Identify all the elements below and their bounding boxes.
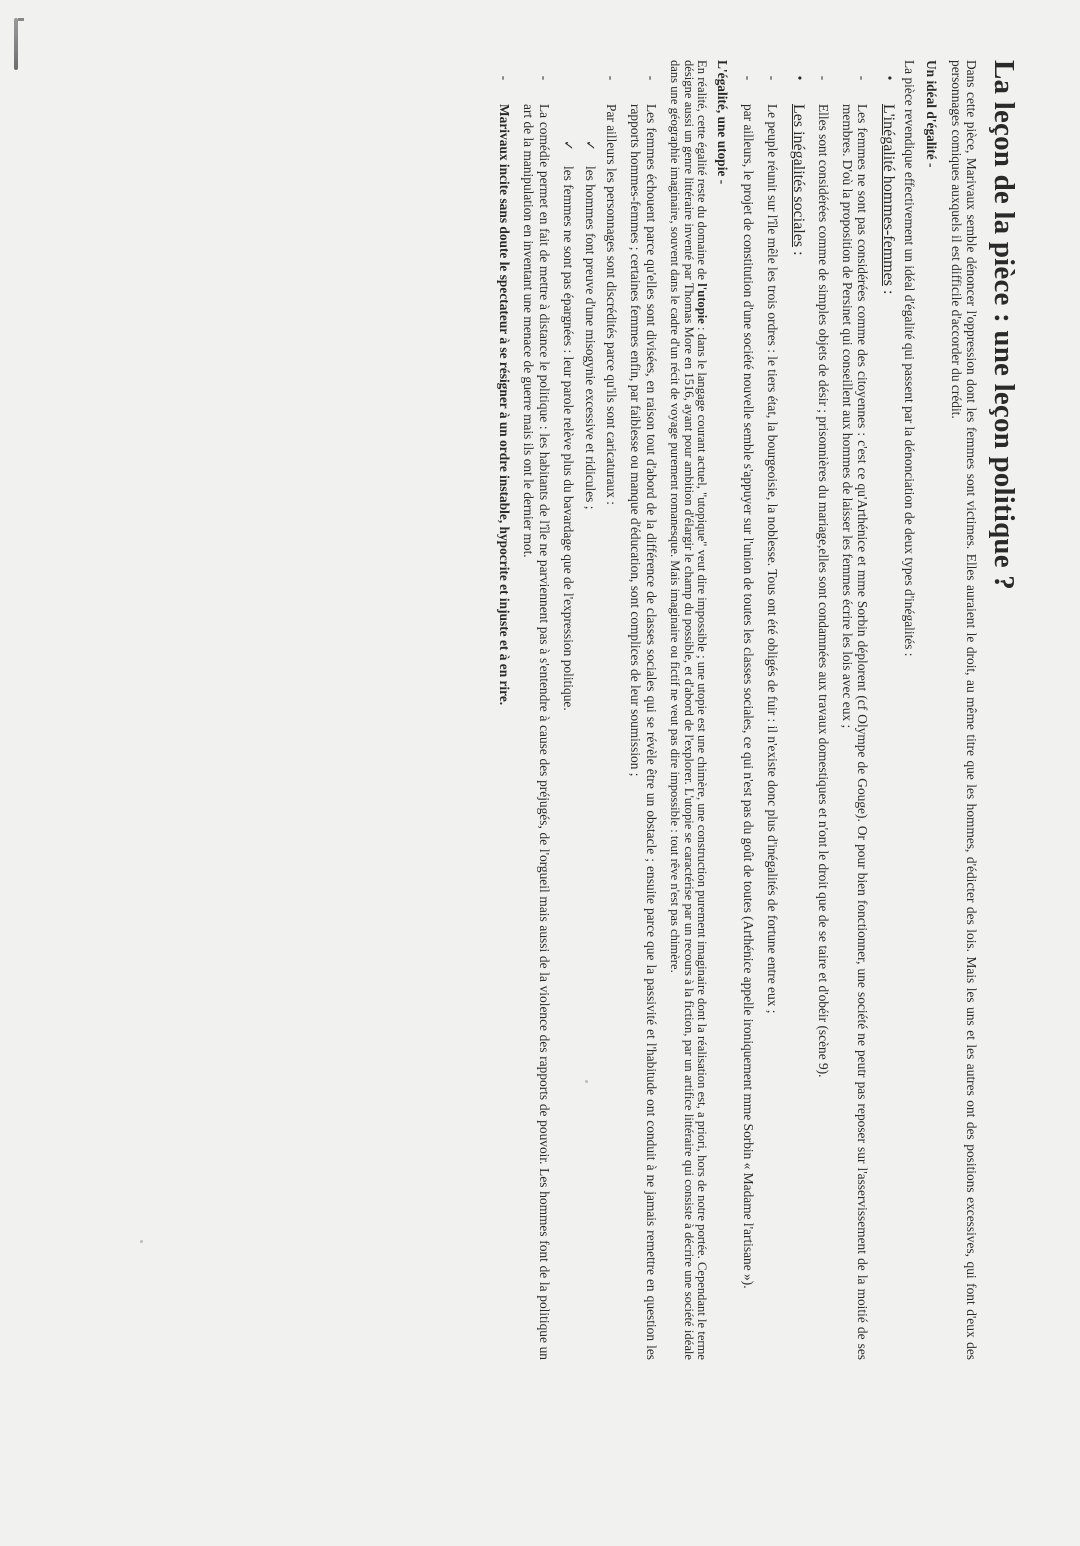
list-item	[561, 60, 620, 1360]
check-item	[561, 60, 576, 1360]
list-item-text: par ailleurs, le projet de constitution d'une société nouvelle semble s'appuyer sur l'union de toutes les classes sociales, ce qui n'est pas du goût de toutes (Arthénice appelle ironiquement mme Sorbin « Madame l'artisane »).	[740, 104, 756, 1289]
section2-list	[497, 60, 659, 1360]
subheading-label: Les inégalités sociales	[789, 104, 807, 248]
bullet-dash: -	[643, 75, 659, 81]
checkmark-icon	[561, 140, 576, 151]
bullet-dash: -	[764, 75, 780, 81]
utopia-paragraph	[668, 60, 709, 1360]
list-item-text: La comédie permet en fait de mettre à distance le politique : les habitants de l'île ne parviennent pas à s'entendre à cause des préjugés, de l'orgueil mais aussi de la violence des rapports de pouvoir. Les hommes font de la politique un art de la manipulation en inventant une menace de guerre mais ils ont le dernier mot.	[521, 104, 552, 1360]
list-item-text: Les femmes échouent parce qu'elles sont divisées, en raison tout d'abord de la différence de classes sociales qui se révèle être un obstacle ; ensuite parce que la passivité et l'habitude ont conduit à ne jamais remettre en question les rapports hommes-femmes ; certaines femmes enfin, par faiblesse ou manque d'éducation, sont complices de leur soumission ;	[628, 104, 659, 1360]
list-item	[740, 60, 755, 1360]
bullet-dash: -	[815, 75, 831, 81]
page-title: La leçon de la pièce : une leçon politique ?	[988, 60, 1020, 590]
subheading-social-inequality	[789, 60, 807, 1360]
scan-speck	[585, 1080, 588, 1083]
check-list	[561, 60, 598, 1360]
scan-speck	[140, 1240, 143, 1243]
section1-lead: La pièce revendique effectivement un idéal d'égalité qui passent par la dénonciation de deux types d'inégalités :	[901, 60, 917, 657]
bullet-dot: •	[882, 75, 898, 81]
bullet-dash: -	[536, 75, 552, 81]
list-item	[840, 60, 870, 1360]
list-item	[628, 60, 658, 1360]
section-heading-utopia: L'égalité, une utopie -	[715, 60, 731, 185]
check-item-text: les hommes font preuve d'une misogynie excessive et ridicules ;	[582, 166, 598, 510]
list-item-text: Les femmes ne sont pas considérées comme des citoyennes : c'est ce qu'Arthénice et mme Sorbin déplorent (cf Olympe de Gouge). Or pour bien fonctionner, une société ne peutr pas reposer sur l'asservissement de la moitié de ses membres. D'où la proposition de Persinet qui conseillent aux hommes de laisser les femmes écrire les lois avec eux ;	[840, 104, 871, 1360]
check-item-text: les femmes ne sont pas épargnées : leur parole relève plus du bavardage que de l'expression politique.	[560, 166, 576, 711]
bullet-dash: -	[855, 75, 871, 81]
subheading-gender-inequality	[879, 60, 897, 1360]
utopia-text-rest: : dans le langage courant actuel, "utopique" veut dire impossible ; une utopie est une chimère, une construction purement imaginaire dont la réalisation est, a priori, hors de notre portée. Cependant le terme désigne aussi un genre littéraire inventé par Thomas More en 1516, ayant pour ambition d'élargir le champ du possible, et d'abord de l'explorer. L'utopie se caractérise par un recours à la fiction, par un artifice littéraire qui consiste à décrire une société idéale dans une géographie imaginaire, souvent dans le cadre d'un récit de voyage purement romanesque. Mais imaginaire ou fictif ne veut pas dire impossible : tout rêve n'est pas chimère.	[668, 60, 710, 1361]
bullet-dash: -	[604, 75, 620, 81]
checkmark-icon	[583, 140, 598, 151]
subheading-colon: :	[880, 285, 898, 295]
document-content	[488, 60, 1020, 1360]
list-item-text: Le peuple réunit sur l'île mêle les trois ordres : le tiers état, la bourgeoisie, la noblesse. Tous ont été obligés de fuir : il n'existe donc plus d'inégalités de fortune entre eux ;	[764, 104, 780, 1014]
intro-paragraph: Dans cette pièce, Marivaux semble dénoncer l'oppression dont les femmes sont victimes. Elles auraient le droit, au même titre que les hommes, d'édicter des lois. Mais les uns et les autres ont des positions excessives, qui font d'eux des personnages comiques auxquels il est difficile d'accorder du crédit.	[948, 60, 979, 1360]
section-heading-ideal: Un idéal d'égalité -	[923, 60, 939, 168]
list-item-text: Par ailleurs les personnages sont discrédités parce qu'ils sont caricaturaux :	[604, 104, 620, 506]
list-item	[765, 60, 780, 1360]
utopia-text-start: En réalité, cette égalité reste du domaine de	[695, 60, 710, 284]
bullet-dot: •	[791, 75, 807, 81]
bullet-dash: -	[740, 75, 756, 81]
list-item-text: Elles sont considérées comme de simples objets de désir ; prisonnières du mariage,elles sont condamnées aux travaux domestiques et n'ont le droit que de se taire et d'obéir (scène 9).	[815, 104, 831, 1078]
bullet-dash: -	[497, 75, 513, 81]
subheading-colon: :	[789, 247, 807, 256]
check-item	[583, 60, 598, 1360]
list-item	[816, 60, 831, 1360]
conclusion-text: Marivaux incite sans doute le spectateur à se résigner à un ordre instable, hypocrite et injuste et à en rire.	[497, 104, 513, 706]
list-item	[521, 60, 551, 1360]
utopia-keyword: l'utopie	[695, 283, 710, 324]
section1-list	[740, 60, 897, 1360]
list-item	[497, 60, 512, 1360]
subheading-label: L'inégalité hommes-femmes	[880, 104, 898, 286]
